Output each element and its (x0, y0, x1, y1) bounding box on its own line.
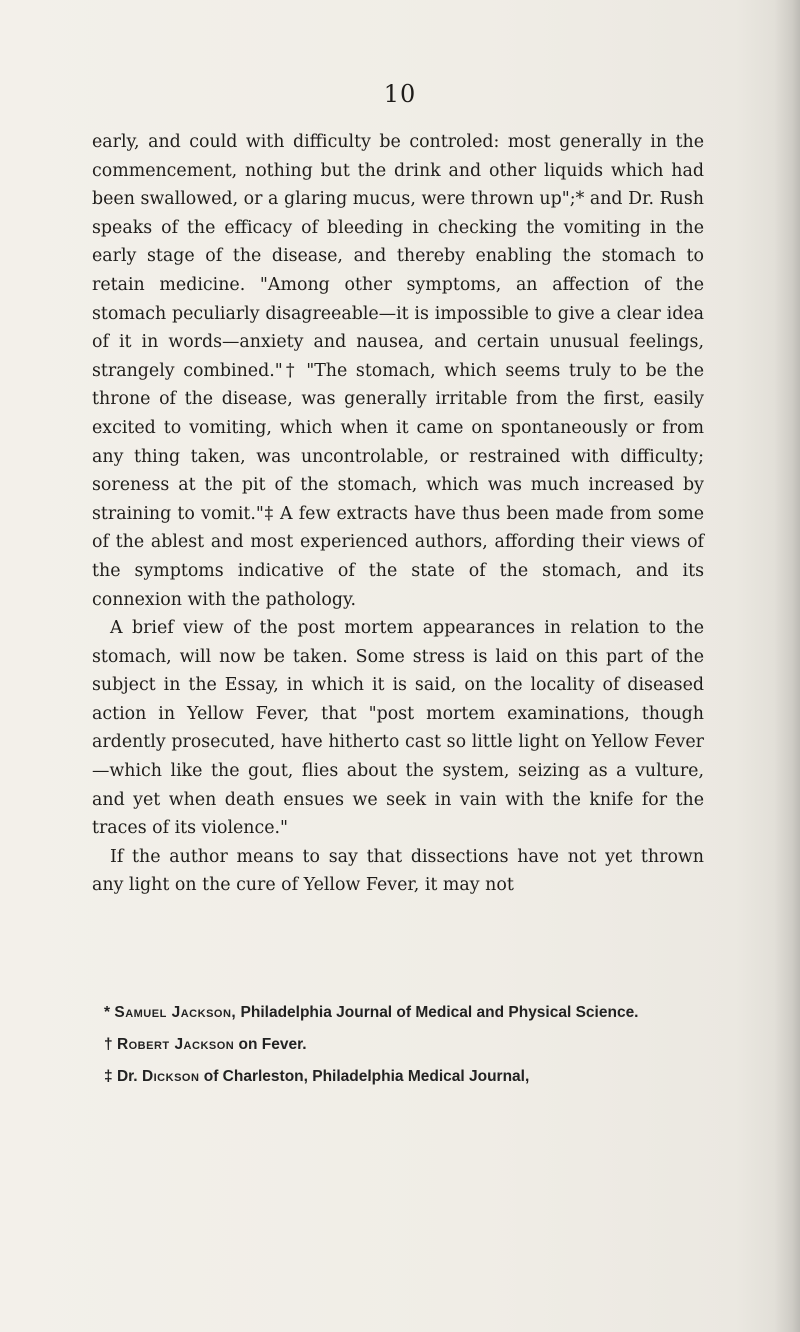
footnote-author: Robert Jackson (116, 1036, 235, 1053)
page-number: 10 (383, 80, 417, 108)
footnote-mark: ‡ (104, 1068, 113, 1085)
footnote-1 (92, 1000, 704, 1025)
footnotes (92, 1000, 704, 1096)
footnote-prefix: Dr. (116, 1068, 138, 1085)
paragraph-dissections: If the author means to say that dissections have not yet thrown any light on the cure of Yellow Fever, it may not (92, 846, 704, 896)
footnote-mark: * (104, 1004, 111, 1021)
paragraph-post-mortem: A brief view of the post mortem appearances in relation to the stomach, will now be taken. Some stress is laid on this part of the subject in the Essay, in which it is said, on the locality of diseased action in Yellow Fever, that "post mortem examinations, though ardently prosecuted, have hitherto cast so little light on Yellow Fever—which like the gout, flies about the system, seizing as a vulture, and yet when death ensues we seek in vain with the knife for the traces of its violence." (92, 618, 704, 839)
paragraph-continued: early, and could with difficulty be controled: most generally in the commencement, nothing but the drink and other liquids which had been swallowed, or a glaring mucus, were thrown up";* and Dr. Rush speaks of the efficacy of bleeding in checking the vomiting in the early stage of the disease, and thereby enabling the stomach to retain medicine. "Among other symptoms, an affection of the stomach peculiarly disagreeable—it is impossible to give a clear idea of it in words—anxiety and nausea, and certain unusual feelings, strangely combined."† "The stomach, which seems truly to be the throne of the disease, was generally irritable from the first, easily excited to vomiting, which when it came on spontaneously or from any thing taken, was uncontrolable, or restrained with difficulty; soreness at the pit of the stomach, which was much increased by straining to vomit."‡ A few extracts have thus been made from some of the ablest and most experienced authors, affording their views of the symptoms indicative of the state of the stomach, and its connexion with the pathology. (92, 132, 704, 610)
footnote-source: Philadelphia Journal of Medical and Physical Science. (240, 1004, 639, 1021)
page-edge-shadow (774, 0, 800, 1332)
footnote-mark: † (104, 1036, 113, 1053)
footnote-source: on Fever. (238, 1036, 307, 1053)
body-text (92, 128, 704, 900)
footnote-author: Samuel Jackson, (114, 1004, 237, 1021)
footnote-3 (92, 1064, 704, 1089)
footnote-source: of Charleston, Philadelphia Medical Journal, (203, 1068, 530, 1085)
footnote-2 (92, 1032, 704, 1057)
footnote-author: Dickson (141, 1068, 200, 1085)
